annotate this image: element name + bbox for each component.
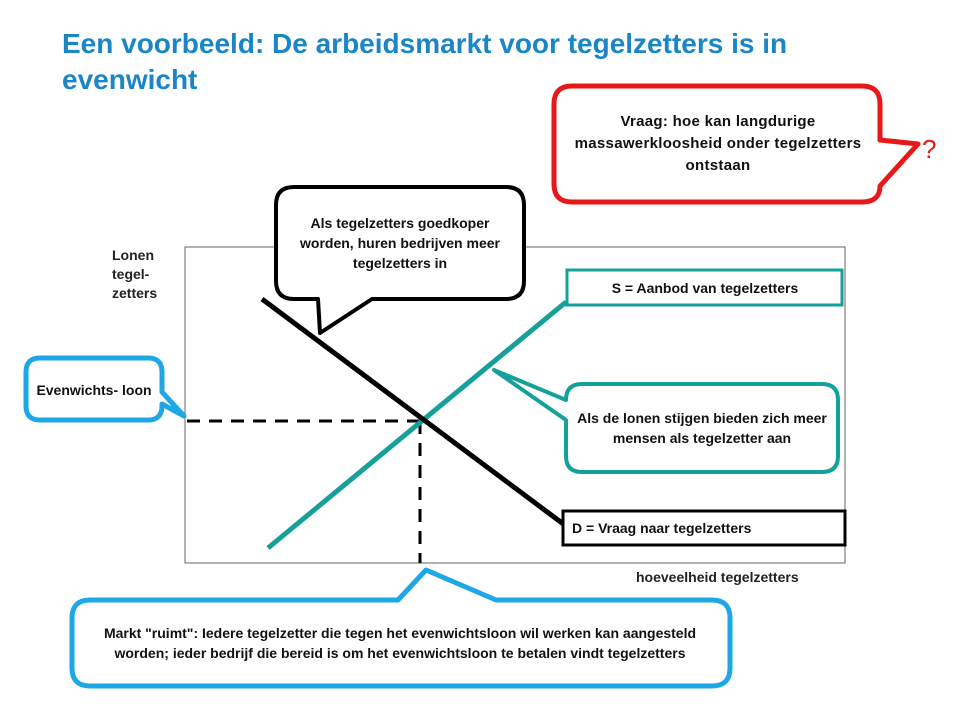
question-callout-text: Vraag: hoe kan langdurige massawerkloosheid onder tegelzetters ontstaan (574, 113, 862, 174)
x-axis-label: hoeveelheid tegelzetters (636, 569, 799, 585)
supply-callout-text: Als de lonen stijgen bieden zich meer mensen als tegelzetter aan (577, 410, 827, 446)
equilibrium-wage-callout-text: Evenwichts- loon (36, 382, 152, 398)
demand-curve-label: D = Vraag naar tegelzetters (572, 520, 752, 536)
supply-curve-label: S = Aanbod van tegelzetters (611, 279, 799, 296)
page-title: Een voorbeeld: De arbeidsmarkt voor tegelzetters is in evenwicht (62, 28, 788, 95)
market-clears-callout-text: Markt "ruimt": Iedere tegelzetter die tegen het evenwichtsloon wil werken kan aangesteld worden; ieder bedrijf die bereid is om het evenwichtsloon te betalen vindt tegelzetters (103, 625, 697, 661)
question-mark: ? (922, 134, 937, 164)
y-axis-label: Lonen tegel- zetters (112, 247, 158, 301)
demand-callout-text: Als tegelzetters goedkoper worden, huren bedrijven meer tegelzetters in (300, 215, 500, 271)
